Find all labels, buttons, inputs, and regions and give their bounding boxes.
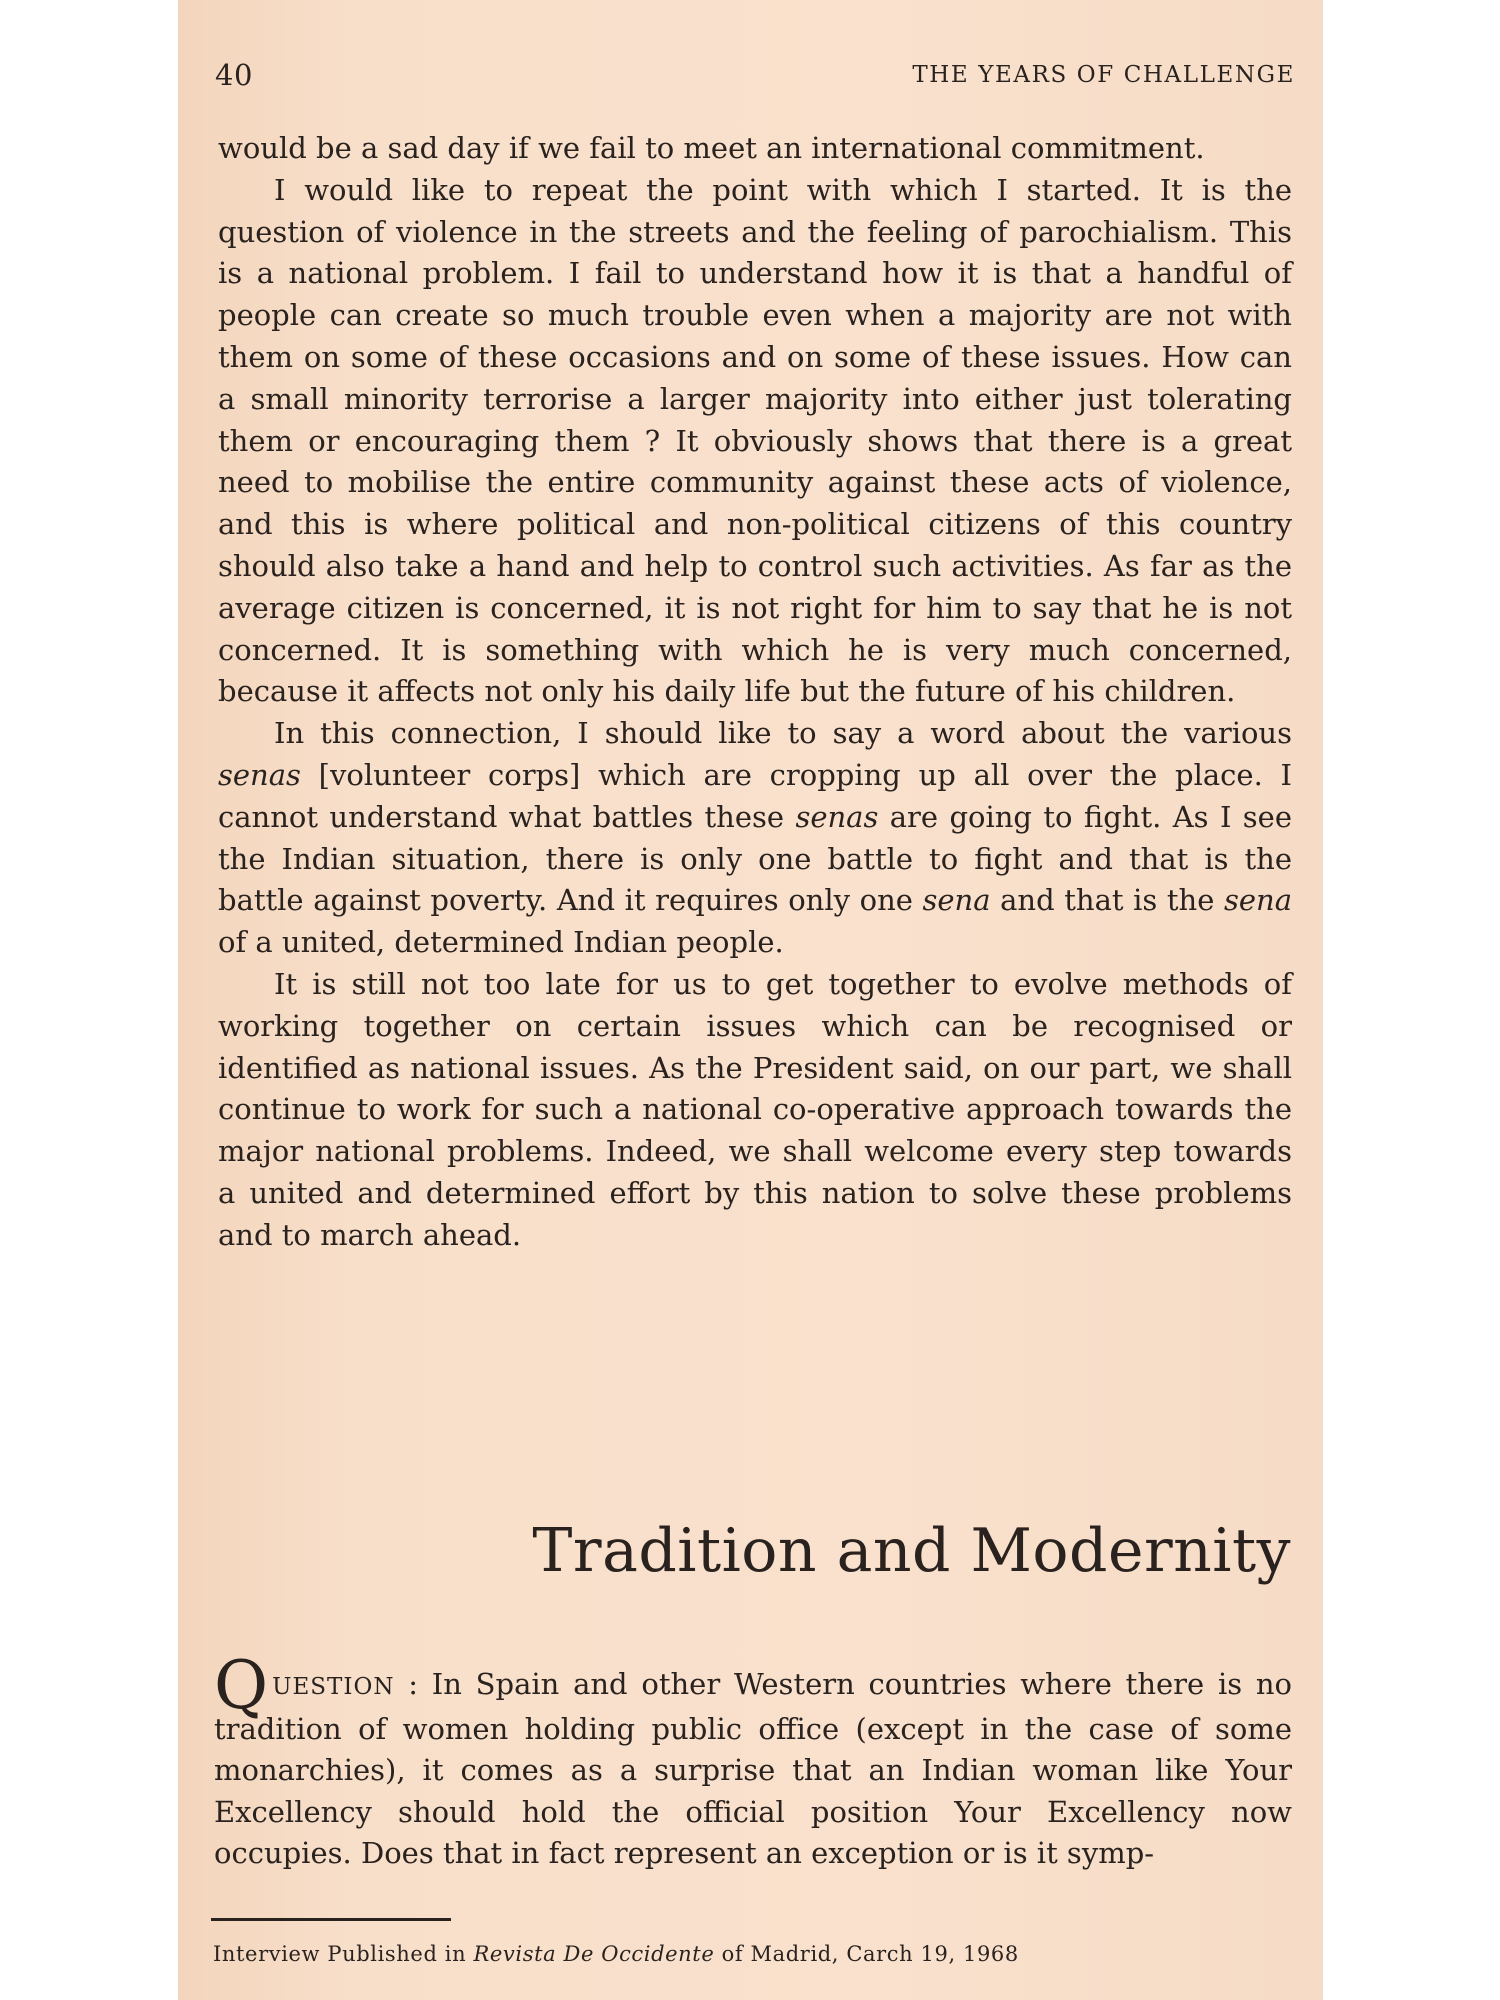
- footnote-suffix: of Madrid, Carch 19, 1968: [714, 1942, 1019, 1966]
- paragraph-3-part-c: are going to fight. As I see the Indian situation, there is only one battle to fight and that is the battle against poverty. And it requires only one: [218, 799, 1292, 918]
- page-number: 40: [215, 58, 253, 92]
- paragraph-4: It is still not too late for us to get together to evolve methods of working together on certain issues which can be recognised or identified as national issues. As the President said, on our part, we shall continue to work for such a national co-operative approach towards the major national problems. Indeed, we shall welcome every step towards a united and determined effort by this nation to solve these problems and to march ahead.: [218, 966, 1292, 1252]
- paragraph-3-part-d: and that is the: [990, 883, 1224, 918]
- paragraph-3-part-e: of a united, determined Indian people.: [218, 925, 784, 960]
- question-paragraph: [214, 1647, 1292, 1875]
- question-lead: UESTION: [272, 1674, 395, 1700]
- footnote-prefix: Interview Published in: [213, 1942, 474, 1966]
- drop-cap: Q: [214, 1647, 269, 1724]
- italic-senas: senas: [218, 757, 301, 792]
- footnote-publication: Revista De Occidente: [473, 1942, 715, 1966]
- footnote: [213, 1942, 1019, 1966]
- section-title: Tradition and Modernity: [532, 1516, 1291, 1586]
- paragraph-3-part-a: In this connection, I should like to say a word about the various: [274, 716, 1292, 751]
- italic-senas: senas: [795, 799, 879, 834]
- paragraph-3: [218, 713, 1292, 964]
- page-header: [215, 58, 1295, 98]
- paragraph-3-part-b: [volunteer corps] which are cropping up all over the place. I cannot understand what battles these: [218, 757, 1292, 834]
- italic-sena: sena: [1223, 883, 1292, 918]
- paragraph-2: I would like to repeat the point with which I started. It is the question of violence in the streets and the feeling of parochialism. This is a national problem. I fail to understand how it is that a handful of people can create so much trouble even when a majority are not with them on some of these occasions and on some of these issues. How can a small minority terrorise a larger majority into either just tolerating them or encouraging them ? It obviously shows that there is a great need to mobilise the entire community against these acts of violence, and this is where political and non-political citizens of this country should also take a hand and help to control such activities. As far as the average citizen is concerned, it is not right for him to say that he is not concerned. It is something with which he is very much concerned, because it affects not only his daily life but the future of his children.: [218, 172, 1292, 709]
- italic-sena: sena: [922, 883, 991, 918]
- question-text: : In Spain and other Western countries where there is no tradition of women holding public office (except in the case of some monarchies), it comes as a surprise that an Indian woman like Your Excellency should hold the official position Your Excellency now occupies. Does that in fact represent an exception or is it symp-: [214, 1667, 1292, 1871]
- running-head: THE YEARS OF CHALLENGE: [912, 62, 1295, 88]
- footnote-rule: [211, 1918, 451, 1921]
- paragraph-1: would be a sad day if we fail to meet an international commitment.: [218, 131, 1205, 165]
- book-page: [178, 0, 1323, 2000]
- body-text: [218, 128, 1292, 1257]
